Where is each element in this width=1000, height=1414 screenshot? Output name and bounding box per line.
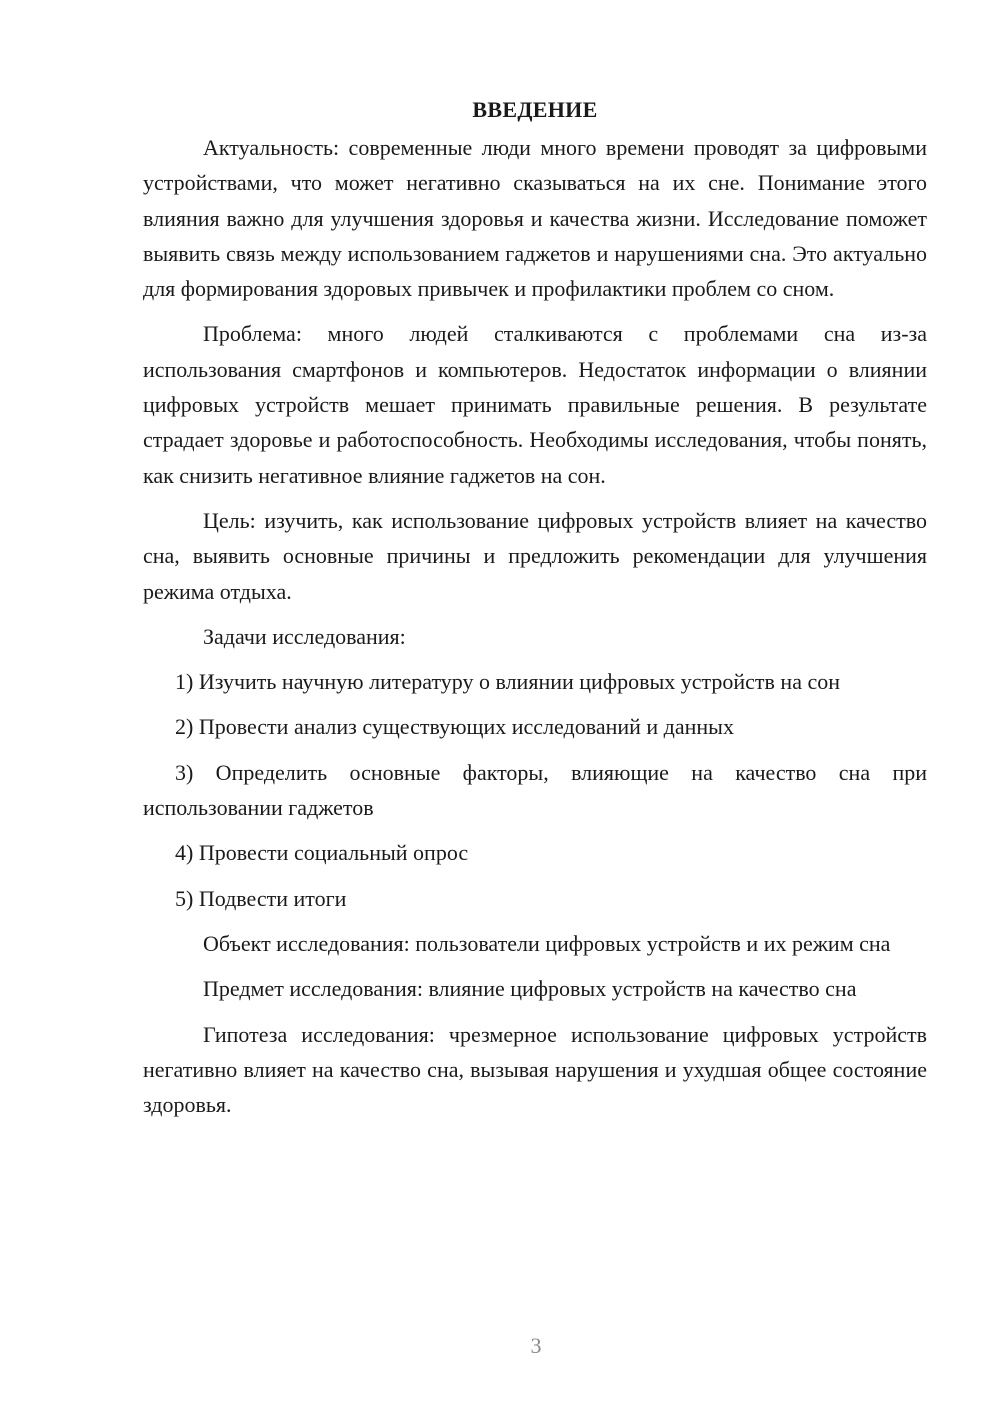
task-item-3: 3) Определить основные факторы, влияющие на качество сна при использовании гаджетов xyxy=(143,759,927,821)
document-page xyxy=(143,92,927,1132)
task-item-2: 2) Провести анализ существующих исследований и данных xyxy=(175,714,734,740)
paragraph-object: Объект исследования: пользователи цифровых устройств и их режим сна xyxy=(203,930,891,956)
task-item-5: 5) Подвести итоги xyxy=(175,885,347,911)
paragraph-subject: Предмет исследования: влияние цифровых устройств на качество сна xyxy=(203,976,857,1002)
task-item-4: 4) Провести социальный опрос xyxy=(175,840,469,866)
paragraph-goal: Цель: изучить, как использование цифровых устройств влияет на качество сна, выявить основные причины и предложить рекомендации для улучшения режима отдыха. xyxy=(143,507,927,604)
section-title: ВВЕДЕНИЕ xyxy=(472,97,598,122)
paragraph-tasks-heading: Задачи исследования: xyxy=(203,623,406,649)
task-item-1: 1) Изучить научную литературу о влиянии цифровых устройств на сон xyxy=(175,669,841,695)
paragraph-problem: Проблема: много людей сталкиваются с проблемами сна из-за использования смартфонов и компьютеров. Недостаток информации о влиянии цифровых устройств мешает принимать правильные решения. В результате страдает здоровье и работоспособность. Необходимы исследования, чтобы понять, как снизить негативное влияние гаджетов на сон. xyxy=(143,321,927,488)
paragraph-hypothesis: Гипотеза исследования: чрезмерное использование цифровых устройств негативно влияет на качество сна, вызывая нарушения и ухудшая общее состояние здоровья. xyxy=(143,1021,927,1118)
page-number: 3 xyxy=(530,1333,542,1358)
paragraph-relevance: Актуальность: современные люди много времени проводят за цифровыми устройствами, что может негативно сказываться на их сне. Понимание этого влияния важно для улучшения здоровья и качества жизни. Исследование поможет выявить связь между использованием гаджетов и нарушениями сна. Это актуально для формирования здоровых привычек и профилактики проблем со сном. xyxy=(143,135,927,302)
